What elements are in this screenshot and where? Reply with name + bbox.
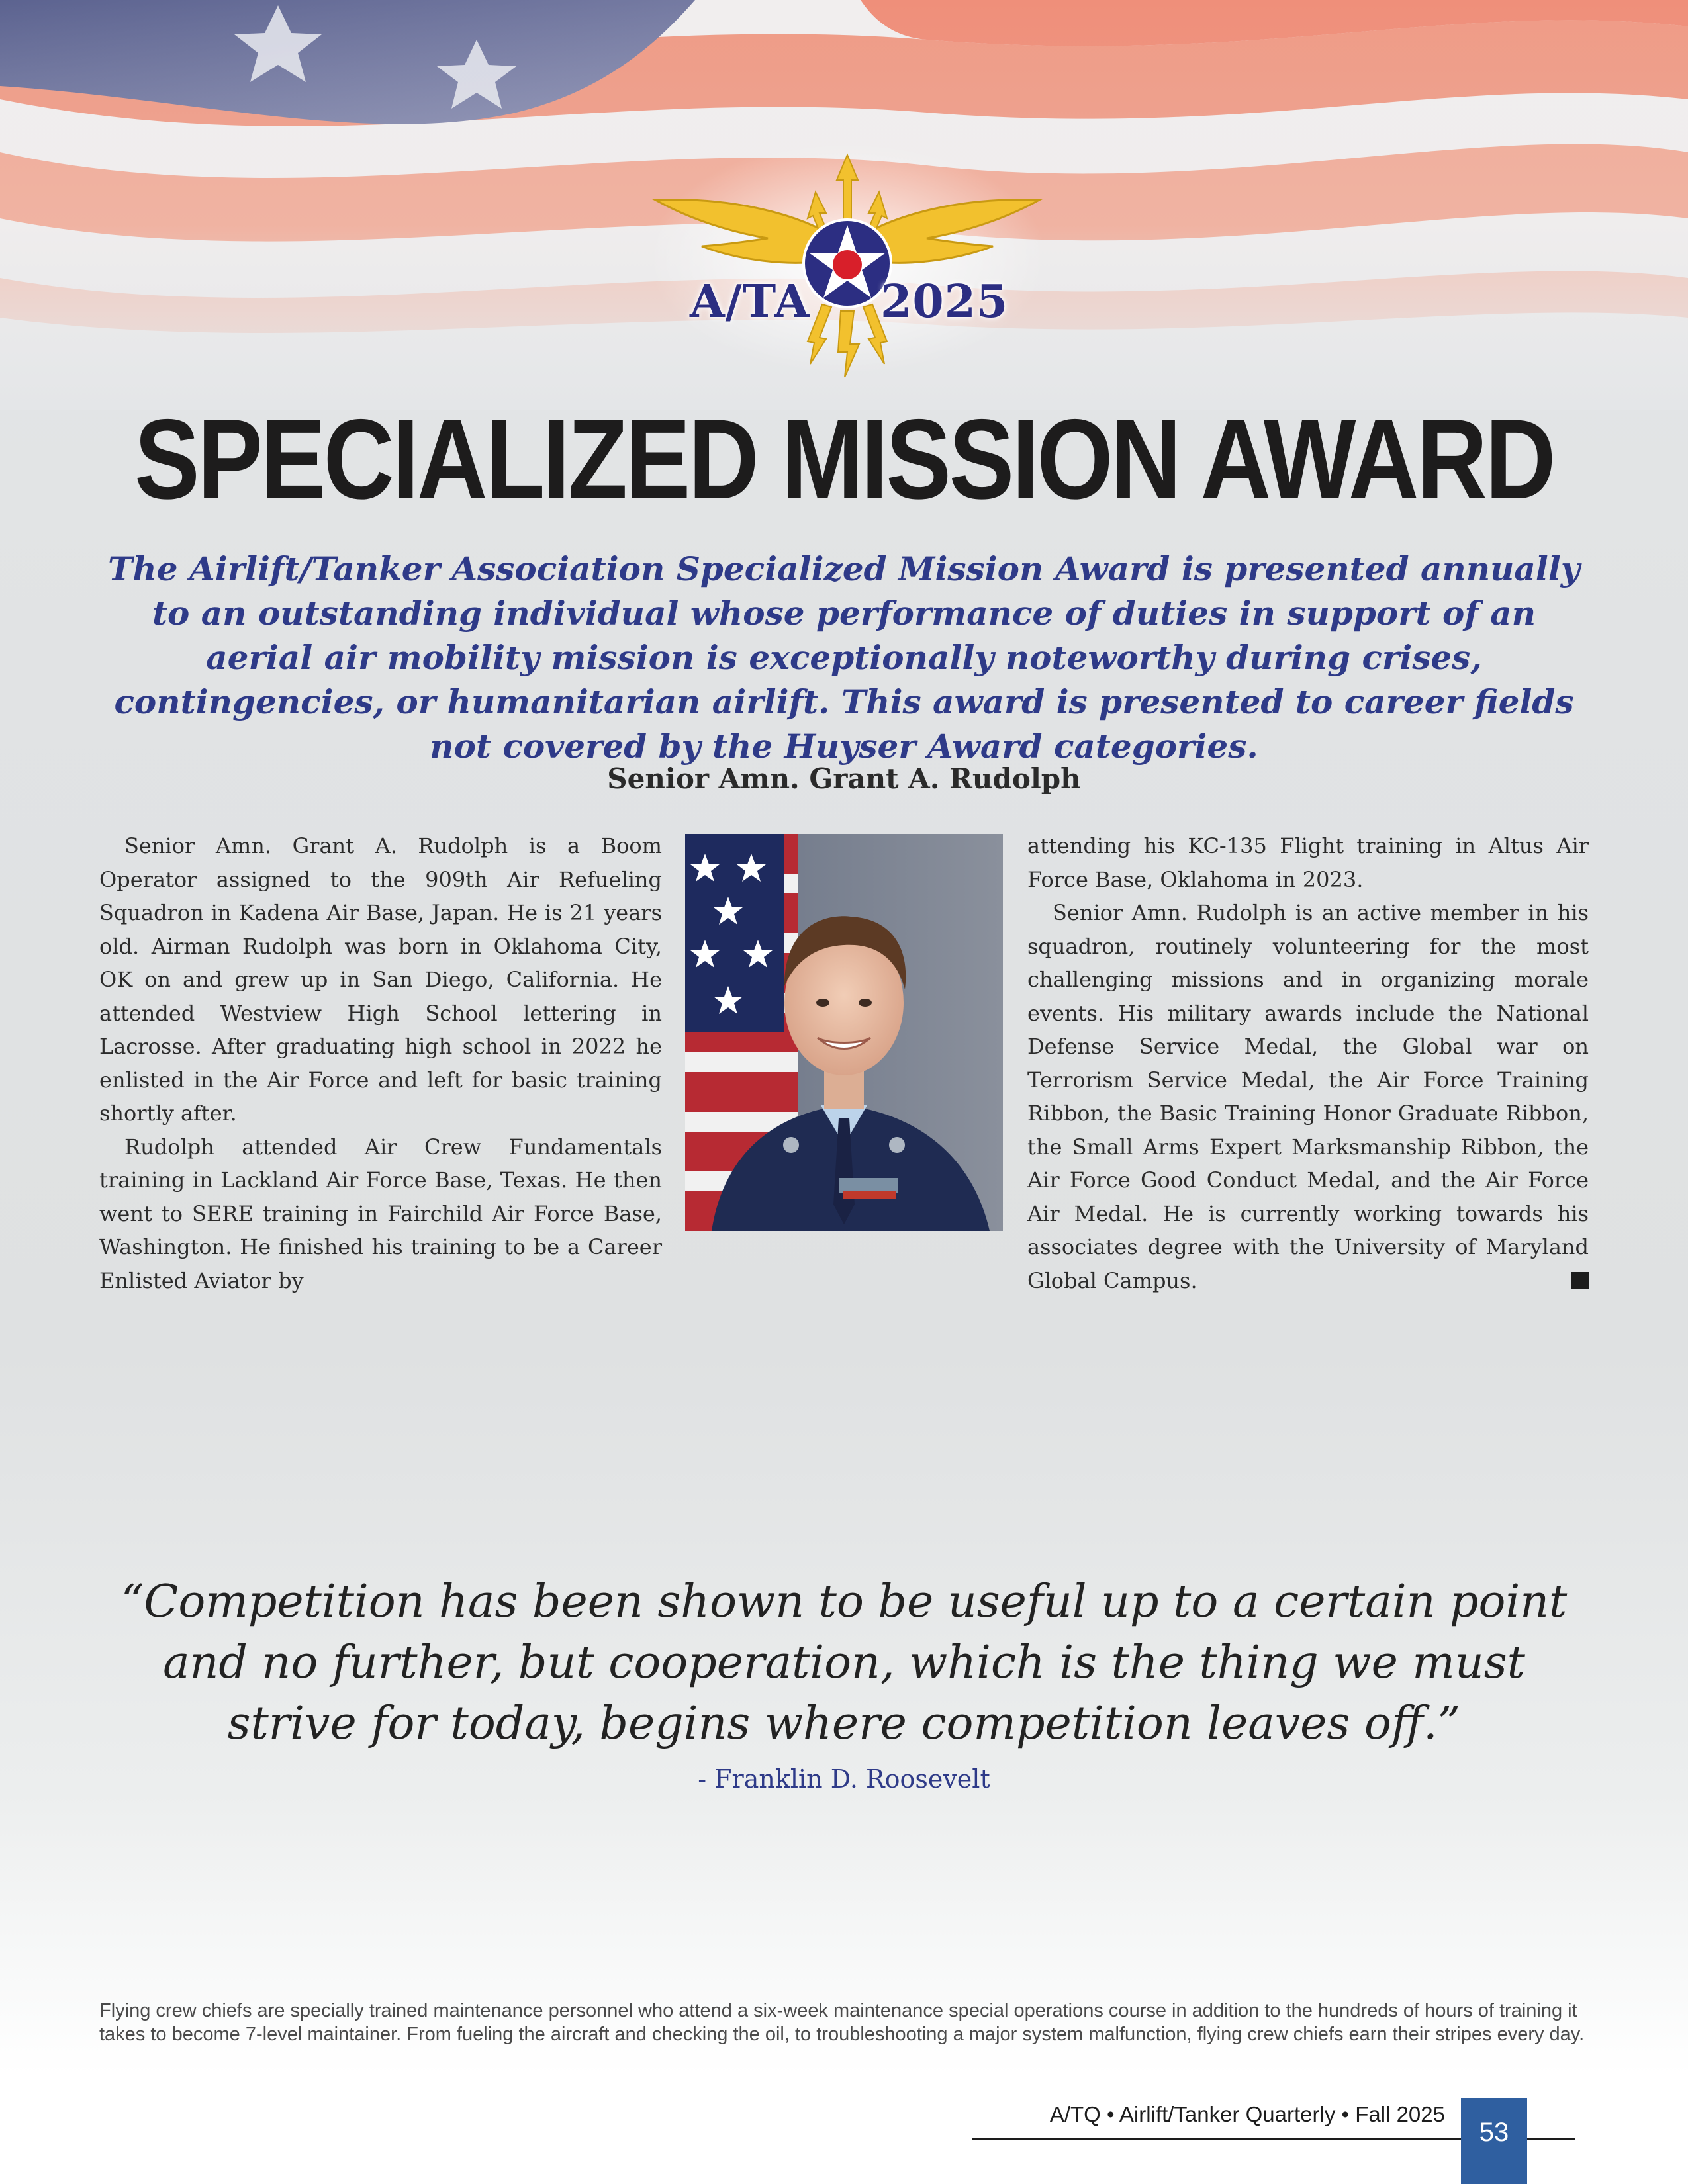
quote-author: - Franklin D. Roosevelt xyxy=(698,1764,990,1794)
page-number: 53 xyxy=(1461,2098,1527,2184)
winged-star-emblem-icon xyxy=(649,146,1046,384)
caption-text: Flying crew chiefs are specially trained maintenance personnel who attend a six-week maintenance special operations course in addition to the hundreds of hours of training it takes to become 7-level maintainer. From fueling the aircraft and checking the oil, to troubleshooting a major system malfunction, flying crew chiefs earn their stripes every day. xyxy=(99,2000,1585,2045)
pull-quote: “Competition has been shown to be useful up to a certain point and no further, but cooperation, which is the thing we must strive for today, begins where competition leaves off.” xyxy=(120,1576,1568,1750)
article-paragraph: Rudolph attended Air Crew Fundamentals training in Lackland Air Force Base, Texas. He then went to SERE training in Fairchild Air Force Base, Washington. He finished his training to be a Career Enlisted Aviator by xyxy=(99,1134,662,1293)
article-paragraph-text: Senior Amn. Rudolph is an active member in his squadron, routinely volunteering for the most challenging missions and in organizing morale events. His military awards include the National Defense Service Medal, the Global war on Terrorism Service Medal, the Air Force Training Ribbon, the Basic Training Honor Graduate Ribbon, the Small Arms Expert Marksmanship Ribbon, the Air Force Good Conduct Medal, and the Air Force Air Medal. He is currently working towards his associates degree with the University of Maryland Global Campus. xyxy=(1027,900,1589,1293)
honoree-portrait xyxy=(685,834,1003,1231)
award-description: The Airlift/Tanker Association Specialized Mission Award is presented annually to an outstanding individual whose performance of duties in support of an aerial air mobility mission is exceptionally noteworthy during crises, contingencies, or humanitarian airlift. This award is presented to career fields not covered by the Huyser Award categories. xyxy=(108,549,1580,766)
emblem-year-text: 2025 xyxy=(880,275,1009,328)
end-of-article-mark xyxy=(1571,1272,1589,1289)
article-column-left xyxy=(99,829,662,1297)
article-paragraph xyxy=(1027,896,1589,1297)
emblem-left-text: A/TA xyxy=(690,275,810,328)
article-paragraph: Senior Amn. Grant A. Rudolph is a Boom Operator assigned to the 909th Air Refueling Squadron in Kadena Air Base, Japan. He is 21 years old. Airman Rudolph was born in Oklahoma City, OK on and grew up in San Diego, California. He attended Westview High School lettering in Lacrosse. After graduating high school in 2022 he enlisted in the Air Force and left for basic training shortly after. xyxy=(99,833,662,1126)
page-title: SPECIALIZED MISSION AWARD xyxy=(134,396,1554,523)
article-paragraph-continued: attending his KC-135 Flight training in Altus Air Force Base, Oklahoma in 2023. xyxy=(1027,833,1589,892)
article-column-right xyxy=(1027,829,1589,1297)
footer-publication: A/TQ • Airlift/Tanker Quarterly • Fall 2025 xyxy=(1049,2102,1445,2126)
ata-emblem xyxy=(649,146,1046,384)
honoree-name: Senior Amn. Grant A. Rudolph xyxy=(607,762,1081,795)
